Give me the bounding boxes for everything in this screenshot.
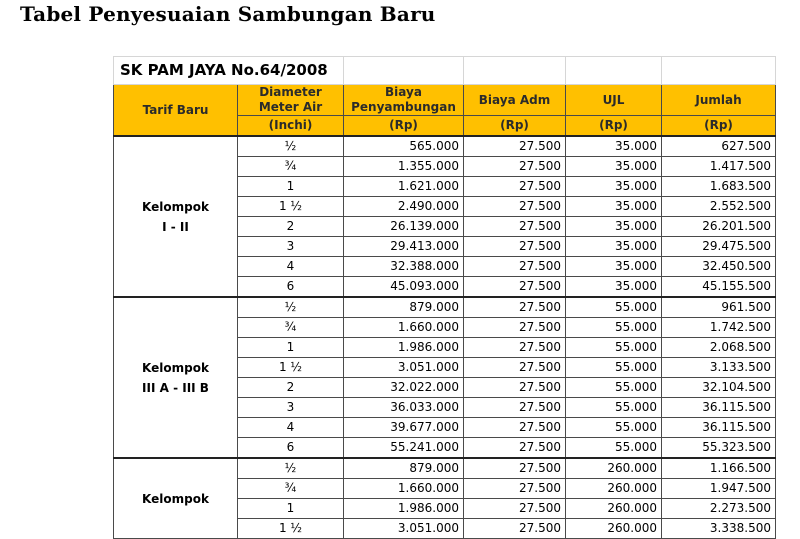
ujl-cell: 55.000 xyxy=(566,418,662,438)
page-title: Tabel Penyesuaian Sambungan Baru xyxy=(20,2,436,26)
header-biaya-penyambungan xyxy=(344,85,464,116)
diameter-cell: 4 xyxy=(238,418,344,438)
jumlah-cell: 32.450.500 xyxy=(662,257,776,277)
penyambungan-cell: 2.490.000 xyxy=(344,197,464,217)
jumlah-cell: 1.166.500 xyxy=(662,458,776,479)
jumlah-cell: 2.273.500 xyxy=(662,499,776,519)
jumlah-cell: 3.338.500 xyxy=(662,519,776,539)
penyambungan-cell: 32.388.000 xyxy=(344,257,464,277)
penyambungan-cell: 3.051.000 xyxy=(344,358,464,378)
header-diameter-unit: (Inchi) xyxy=(238,116,344,137)
empty-cell xyxy=(464,57,566,85)
jumlah-cell: 55.323.500 xyxy=(662,438,776,459)
adm-cell: 27.500 xyxy=(464,418,566,438)
adm-cell: 27.500 xyxy=(464,438,566,459)
header-row xyxy=(114,85,776,116)
ujl-cell: 260.000 xyxy=(566,458,662,479)
ujl-cell: 260.000 xyxy=(566,519,662,539)
penyambungan-cell: 39.677.000 xyxy=(344,418,464,438)
penyambungan-cell: 55.241.000 xyxy=(344,438,464,459)
jumlah-cell: 29.475.500 xyxy=(662,237,776,257)
diameter-cell: ¾ xyxy=(238,157,344,177)
adm-cell: 27.500 xyxy=(464,277,566,298)
diameter-cell: 2 xyxy=(238,217,344,237)
penyambungan-cell: 3.051.000 xyxy=(344,519,464,539)
adm-cell: 27.500 xyxy=(464,479,566,499)
ujl-cell: 55.000 xyxy=(566,318,662,338)
adm-cell: 27.500 xyxy=(464,237,566,257)
header-biaya-adm: Biaya Adm xyxy=(464,85,566,116)
adm-cell: 27.500 xyxy=(464,177,566,197)
adm-cell: 27.500 xyxy=(464,378,566,398)
group-label xyxy=(114,136,238,297)
penyambungan-cell: 879.000 xyxy=(344,458,464,479)
jumlah-cell: 36.115.500 xyxy=(662,398,776,418)
ujl-cell: 55.000 xyxy=(566,297,662,318)
adm-cell: 27.500 xyxy=(464,318,566,338)
diameter-cell: 3 xyxy=(238,398,344,418)
diameter-cell: 1 ½ xyxy=(238,197,344,217)
ujl-cell: 35.000 xyxy=(566,277,662,298)
adm-cell: 27.500 xyxy=(464,398,566,418)
penyambungan-cell: 45.093.000 xyxy=(344,277,464,298)
jumlah-cell: 36.115.500 xyxy=(662,418,776,438)
diameter-cell: 6 xyxy=(238,438,344,459)
group-label-line: III A - III B xyxy=(142,380,209,395)
diameter-cell: ½ xyxy=(238,297,344,318)
header-ujl: UJL xyxy=(566,85,662,116)
jumlah-cell: 2.552.500 xyxy=(662,197,776,217)
jumlah-cell: 961.500 xyxy=(662,297,776,318)
jumlah-cell: 3.133.500 xyxy=(662,358,776,378)
diameter-cell: 1 xyxy=(238,338,344,358)
diameter-cell: 4 xyxy=(238,257,344,277)
ujl-cell: 55.000 xyxy=(566,358,662,378)
penyambungan-cell: 1.660.000 xyxy=(344,479,464,499)
penyambungan-cell: 1.986.000 xyxy=(344,338,464,358)
penyambungan-cell: 879.000 xyxy=(344,297,464,318)
group-label-line: Kelompok xyxy=(142,491,209,506)
penyambungan-cell: 32.022.000 xyxy=(344,378,464,398)
sk-title-row xyxy=(114,57,776,85)
header-penyambungan-unit: (Rp) xyxy=(344,116,464,137)
ujl-cell: 35.000 xyxy=(566,197,662,217)
jumlah-cell: 32.104.500 xyxy=(662,378,776,398)
group-label xyxy=(114,297,238,458)
adm-cell: 27.500 xyxy=(464,157,566,177)
adm-cell: 27.500 xyxy=(464,257,566,277)
penyambungan-cell: 1.621.000 xyxy=(344,177,464,197)
diameter-cell: ¾ xyxy=(238,479,344,499)
ujl-cell: 35.000 xyxy=(566,177,662,197)
adm-cell: 27.500 xyxy=(464,338,566,358)
jumlah-cell: 1.417.500 xyxy=(662,157,776,177)
penyambungan-cell: 1.355.000 xyxy=(344,157,464,177)
diameter-cell: 1 ½ xyxy=(238,519,344,539)
group-label-line: Kelompok xyxy=(142,360,209,375)
ujl-cell: 55.000 xyxy=(566,338,662,358)
ujl-cell: 55.000 xyxy=(566,438,662,459)
header-diameter-line2: Meter Air xyxy=(258,100,323,114)
header-jumlah: Jumlah xyxy=(662,85,776,116)
adm-cell: 27.500 xyxy=(464,358,566,378)
empty-cell xyxy=(566,57,662,85)
jumlah-cell: 1.683.500 xyxy=(662,177,776,197)
ujl-cell: 35.000 xyxy=(566,237,662,257)
adm-cell: 27.500 xyxy=(464,217,566,237)
jumlah-cell: 45.155.500 xyxy=(662,277,776,298)
group-label xyxy=(114,458,238,539)
adm-cell: 27.500 xyxy=(464,499,566,519)
adm-cell: 27.500 xyxy=(464,297,566,318)
diameter-cell: 6 xyxy=(238,277,344,298)
header-ujl-unit: (Rp) xyxy=(566,116,662,137)
table-row xyxy=(114,458,776,479)
jumlah-cell: 26.201.500 xyxy=(662,217,776,237)
jumlah-cell: 1.742.500 xyxy=(662,318,776,338)
penyambungan-cell: 29.413.000 xyxy=(344,237,464,257)
table-row xyxy=(114,136,776,157)
ujl-cell: 35.000 xyxy=(566,136,662,157)
adm-cell: 27.500 xyxy=(464,197,566,217)
diameter-cell: 2 xyxy=(238,378,344,398)
group-label-line: Kelompok xyxy=(142,199,209,214)
jumlah-cell: 627.500 xyxy=(662,136,776,157)
ujl-cell: 260.000 xyxy=(566,479,662,499)
header-biaya-line1: Biaya xyxy=(385,85,422,99)
penyambungan-cell: 1.986.000 xyxy=(344,499,464,519)
jumlah-cell: 2.068.500 xyxy=(662,338,776,358)
diameter-cell: 3 xyxy=(238,237,344,257)
diameter-cell: ¾ xyxy=(238,318,344,338)
sk-title: SK PAM JAYA No.64/2008 xyxy=(114,57,344,85)
ujl-cell: 35.000 xyxy=(566,217,662,237)
penyambungan-cell: 1.660.000 xyxy=(344,318,464,338)
header-tarif-baru: Tarif Baru xyxy=(114,85,238,137)
group-label-line: I - II xyxy=(162,219,189,234)
penyambungan-cell: 36.033.000 xyxy=(344,398,464,418)
diameter-cell: ½ xyxy=(238,136,344,157)
table-row xyxy=(114,297,776,318)
adm-cell: 27.500 xyxy=(464,519,566,539)
adm-cell: 27.500 xyxy=(464,458,566,479)
tariff-table-body xyxy=(114,57,776,539)
ujl-cell: 55.000 xyxy=(566,398,662,418)
penyambungan-cell: 26.139.000 xyxy=(344,217,464,237)
tariff-table xyxy=(113,56,776,539)
header-diameter xyxy=(238,85,344,116)
ujl-cell: 35.000 xyxy=(566,157,662,177)
diameter-cell: 1 xyxy=(238,499,344,519)
header-adm-unit: (Rp) xyxy=(464,116,566,137)
diameter-cell: 1 ½ xyxy=(238,358,344,378)
jumlah-cell: 1.947.500 xyxy=(662,479,776,499)
empty-cell xyxy=(662,57,776,85)
empty-cell xyxy=(344,57,464,85)
adm-cell: 27.500 xyxy=(464,136,566,157)
ujl-cell: 55.000 xyxy=(566,378,662,398)
penyambungan-cell: 565.000 xyxy=(344,136,464,157)
header-diameter-line1: Diameter xyxy=(259,85,322,99)
ujl-cell: 35.000 xyxy=(566,257,662,277)
diameter-cell: ½ xyxy=(238,458,344,479)
diameter-cell: 1 xyxy=(238,177,344,197)
header-biaya-line2: Penyambungan xyxy=(351,100,456,114)
header-jumlah-unit: (Rp) xyxy=(662,116,776,137)
ujl-cell: 260.000 xyxy=(566,499,662,519)
